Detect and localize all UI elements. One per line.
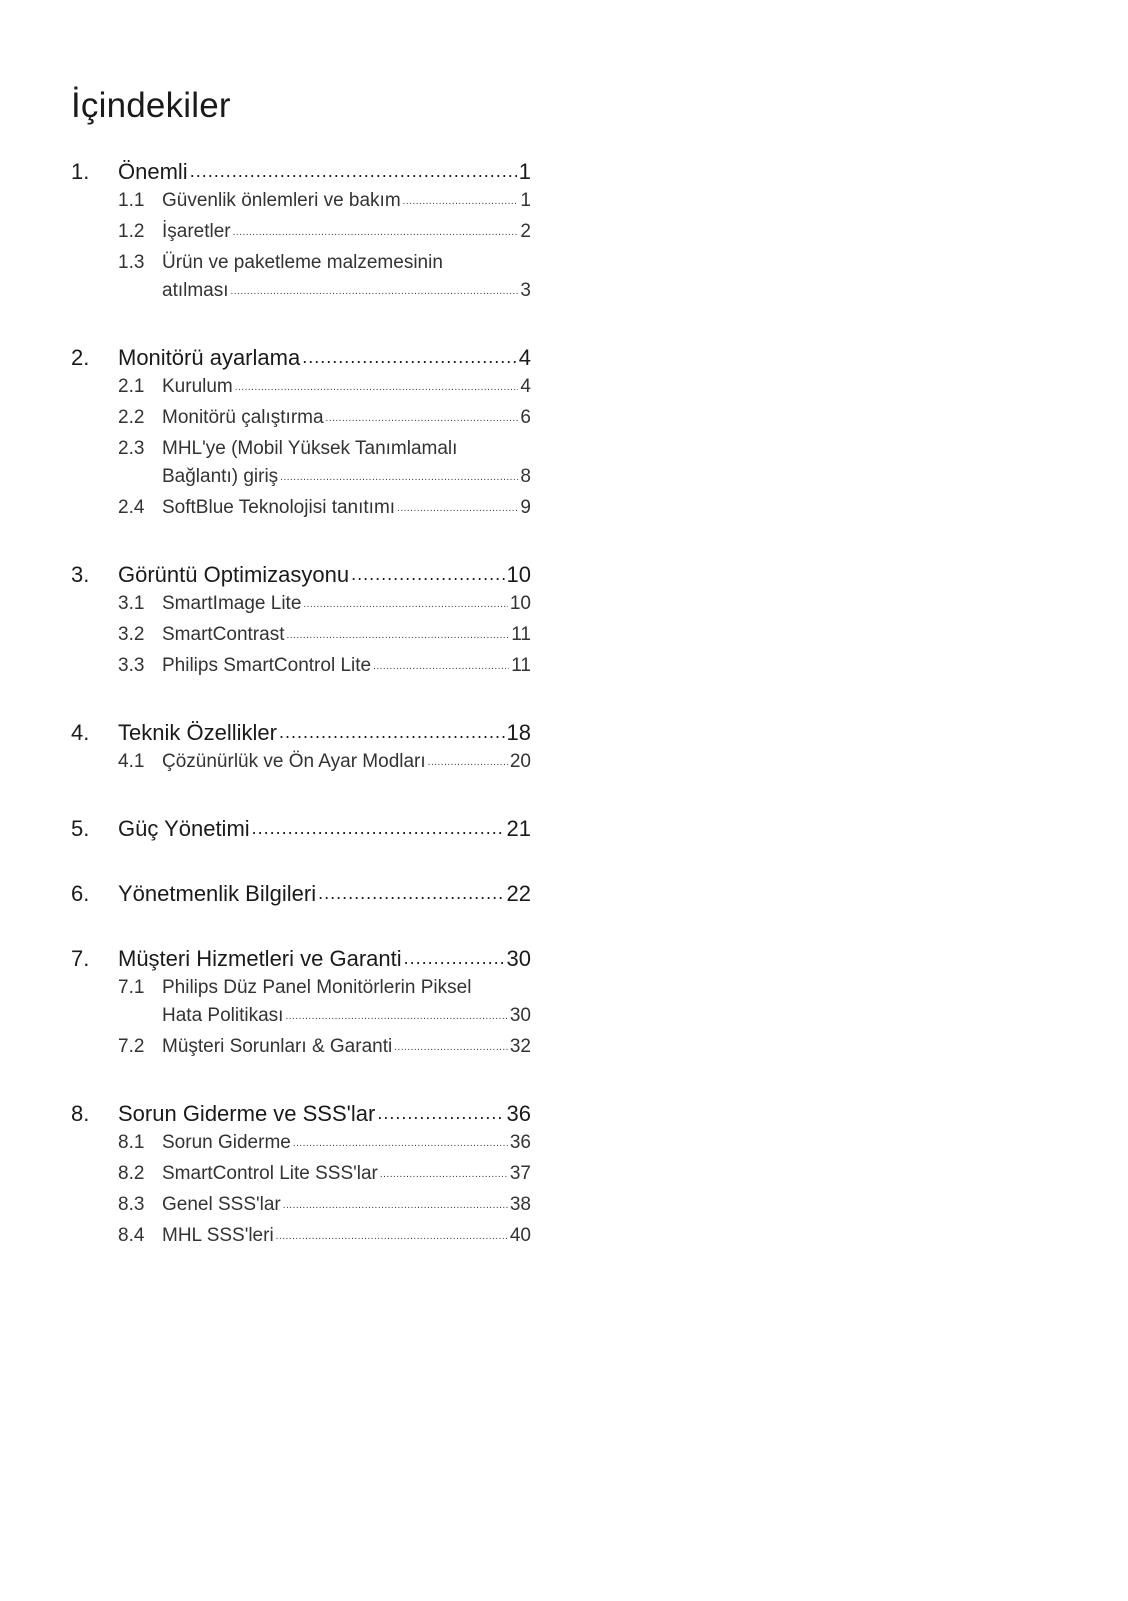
toc-entry-sub-line1[interactable] <box>118 974 531 1002</box>
toc-page-number: 4 <box>520 376 531 397</box>
toc-number: 8.4 <box>118 1225 145 1246</box>
dot-leader <box>377 1099 504 1127</box>
toc-title: Güvenlik önlemleri ve bakım <box>162 190 401 211</box>
toc-section-7 <box>71 945 531 1064</box>
toc-number: 7.2 <box>118 1036 145 1057</box>
toc-number: 2.2 <box>118 407 145 428</box>
toc-page-number: 36 <box>509 1132 531 1153</box>
toc-section-8 <box>71 1100 531 1253</box>
toc-title: Görüntü Optimizasyonu <box>118 562 350 587</box>
toc-title-line1: Ürün ve paketleme malzemesinin <box>162 252 443 273</box>
toc-entry-main[interactable] <box>71 561 531 590</box>
dot-leader <box>326 405 519 433</box>
toc-number: 2.3 <box>118 438 145 459</box>
toc-number: 1.3 <box>118 252 145 273</box>
toc-entry-sub[interactable] <box>118 748 531 779</box>
toc-page-number: 22 <box>506 881 531 906</box>
toc-page-number: 3 <box>520 280 531 301</box>
toc-entry-sub[interactable] <box>118 187 531 218</box>
toc-page-number: 1 <box>518 159 531 184</box>
toc-title: Müşteri Hizmetleri ve Garanti <box>118 946 402 971</box>
toc-number: 1.1 <box>118 190 145 211</box>
dot-leader <box>231 278 519 306</box>
toc-number: 8.1 <box>118 1132 145 1153</box>
table-of-contents <box>71 158 531 1289</box>
toc-page-number: 21 <box>506 816 531 841</box>
toc-title: Çözünürlük ve Ön Ayar Modları <box>162 751 426 772</box>
toc-page-number: 6 <box>520 407 531 428</box>
dot-leader <box>373 653 509 681</box>
toc-section-2 <box>71 344 531 525</box>
toc-title: Teknik Özellikler <box>118 720 277 745</box>
toc-page-number: 9 <box>520 497 531 518</box>
toc-title: MHL SSS'leri <box>162 1225 274 1246</box>
dot-leader <box>285 1003 507 1031</box>
toc-entry-sub-line2[interactable] <box>162 277 531 308</box>
toc-section-3 <box>71 561 531 683</box>
toc-entry-sub[interactable] <box>118 373 531 404</box>
toc-entry-main[interactable] <box>71 344 531 373</box>
toc-title: İşaretler <box>162 221 231 242</box>
toc-page-number: 40 <box>509 1225 531 1246</box>
toc-entry-sub[interactable] <box>118 590 531 621</box>
dot-leader <box>380 1161 508 1189</box>
toc-page-number: 11 <box>511 624 531 645</box>
toc-section-1 <box>71 158 531 308</box>
toc-page-number: 36 <box>506 1101 531 1126</box>
toc-entry-sub[interactable] <box>118 494 531 525</box>
toc-title: Genel SSS'lar <box>162 1194 281 1215</box>
dot-leader <box>403 188 519 216</box>
toc-title: SmartContrast <box>162 624 285 645</box>
toc-number: 4.1 <box>118 751 145 772</box>
toc-number: 8.2 <box>118 1163 145 1184</box>
toc-entry-main[interactable] <box>71 880 531 909</box>
toc-page-number: 20 <box>509 751 531 772</box>
toc-entry-sub[interactable] <box>118 621 531 652</box>
toc-number: 2. <box>71 345 90 370</box>
toc-number: 8. <box>71 1101 90 1126</box>
toc-title: Kurulum <box>162 376 233 397</box>
dot-leader <box>252 814 505 842</box>
dot-leader <box>279 718 505 746</box>
toc-page-number: 18 <box>506 720 531 745</box>
toc-title: Önemli <box>118 159 188 184</box>
toc-entry-sub-line1[interactable] <box>118 435 531 463</box>
toc-page-number: 4 <box>518 345 531 370</box>
toc-page-number: 30 <box>506 946 531 971</box>
toc-number: 6. <box>71 881 90 906</box>
dot-leader <box>351 560 504 588</box>
toc-page-number: 10 <box>509 593 531 614</box>
toc-number: 7.1 <box>118 977 145 998</box>
toc-entry-main[interactable] <box>71 158 531 187</box>
toc-number: 3.2 <box>118 624 145 645</box>
toc-entry-sub[interactable] <box>118 1160 531 1191</box>
toc-page-number: 38 <box>509 1194 531 1215</box>
toc-title: Monitörü ayarlama <box>118 345 301 370</box>
dot-leader <box>303 591 507 619</box>
dot-leader <box>428 749 508 777</box>
toc-entry-main[interactable] <box>71 1100 531 1129</box>
toc-number: 2.4 <box>118 497 145 518</box>
toc-title: Hata Politikası <box>162 1005 284 1026</box>
dot-leader <box>190 157 517 185</box>
toc-title: Güç Yönetimi <box>118 816 250 841</box>
toc-page-number: 1 <box>520 190 531 211</box>
toc-number: 8.3 <box>118 1194 145 1215</box>
toc-entry-sub[interactable] <box>118 404 531 435</box>
toc-page-number: 37 <box>509 1163 531 1184</box>
toc-title: SmartImage Lite <box>162 593 302 614</box>
toc-number: 3.3 <box>118 655 145 676</box>
toc-entry-main[interactable] <box>71 719 531 748</box>
toc-number: 3.1 <box>118 593 145 614</box>
dot-leader <box>318 879 504 907</box>
toc-page-number: 10 <box>506 562 531 587</box>
toc-page-number: 11 <box>511 655 531 676</box>
toc-section-5 <box>71 815 531 844</box>
toc-title: atılması <box>162 280 229 301</box>
toc-title: SmartControl Lite SSS'lar <box>162 1163 378 1184</box>
toc-title: Sorun Giderme ve SSS'lar <box>118 1101 376 1126</box>
toc-number: 4. <box>71 720 90 745</box>
toc-title-line1: Philips Düz Panel Monitörlerin Piksel <box>162 977 472 998</box>
toc-title: Bağlantı) giriş <box>162 466 279 487</box>
dot-leader <box>404 944 505 972</box>
toc-entry-main[interactable] <box>71 945 531 974</box>
dot-leader <box>280 464 518 492</box>
toc-title: Yönetmenlik Bilgileri <box>118 881 317 906</box>
toc-page-number: 32 <box>509 1036 531 1057</box>
toc-number: 1.2 <box>118 221 145 242</box>
toc-title-line1: MHL'ye (Mobil Yüksek Tanımlamalı <box>162 438 458 459</box>
toc-entry-sub[interactable] <box>118 1033 531 1064</box>
toc-page-number: 30 <box>509 1005 531 1026</box>
toc-number: 5. <box>71 816 90 841</box>
toc-number: 7. <box>71 946 90 971</box>
toc-entry-sub-line2[interactable] <box>162 463 531 494</box>
dot-leader <box>302 343 517 371</box>
toc-number: 3. <box>71 562 90 587</box>
toc-entry-sub[interactable] <box>118 1222 531 1253</box>
dot-leader <box>235 374 519 402</box>
toc-page-number: 2 <box>520 221 531 242</box>
page-title: İçindekiler <box>71 86 231 125</box>
dot-leader <box>286 622 509 650</box>
dot-leader <box>283 1192 508 1220</box>
toc-page-number: 8 <box>520 466 531 487</box>
toc-title: Sorun Giderme <box>162 1132 291 1153</box>
toc-section-6 <box>71 880 531 909</box>
toc-number: 2.1 <box>118 376 145 397</box>
dot-leader <box>293 1130 508 1158</box>
toc-entry-sub[interactable] <box>118 1129 531 1160</box>
toc-entry-sub[interactable] <box>118 218 531 249</box>
toc-section-4 <box>71 719 531 779</box>
toc-entry-sub[interactable] <box>118 1191 531 1222</box>
toc-title: SoftBlue Teknolojisi tanıtımı <box>162 497 396 518</box>
toc-entry-main[interactable] <box>71 815 531 844</box>
toc-title: Müşteri Sorunları & Garanti <box>162 1036 393 1057</box>
dot-leader <box>394 1034 508 1062</box>
toc-entry-sub-line1[interactable] <box>118 249 531 277</box>
toc-title: Philips SmartControl Lite <box>162 655 372 676</box>
dot-leader <box>397 495 518 523</box>
dot-leader <box>276 1223 508 1251</box>
toc-entry-sub-line2[interactable] <box>162 1002 531 1033</box>
toc-number: 1. <box>71 159 90 184</box>
toc-title: Monitörü çalıştırma <box>162 407 324 428</box>
dot-leader <box>233 219 519 247</box>
toc-entry-sub[interactable] <box>118 652 531 683</box>
